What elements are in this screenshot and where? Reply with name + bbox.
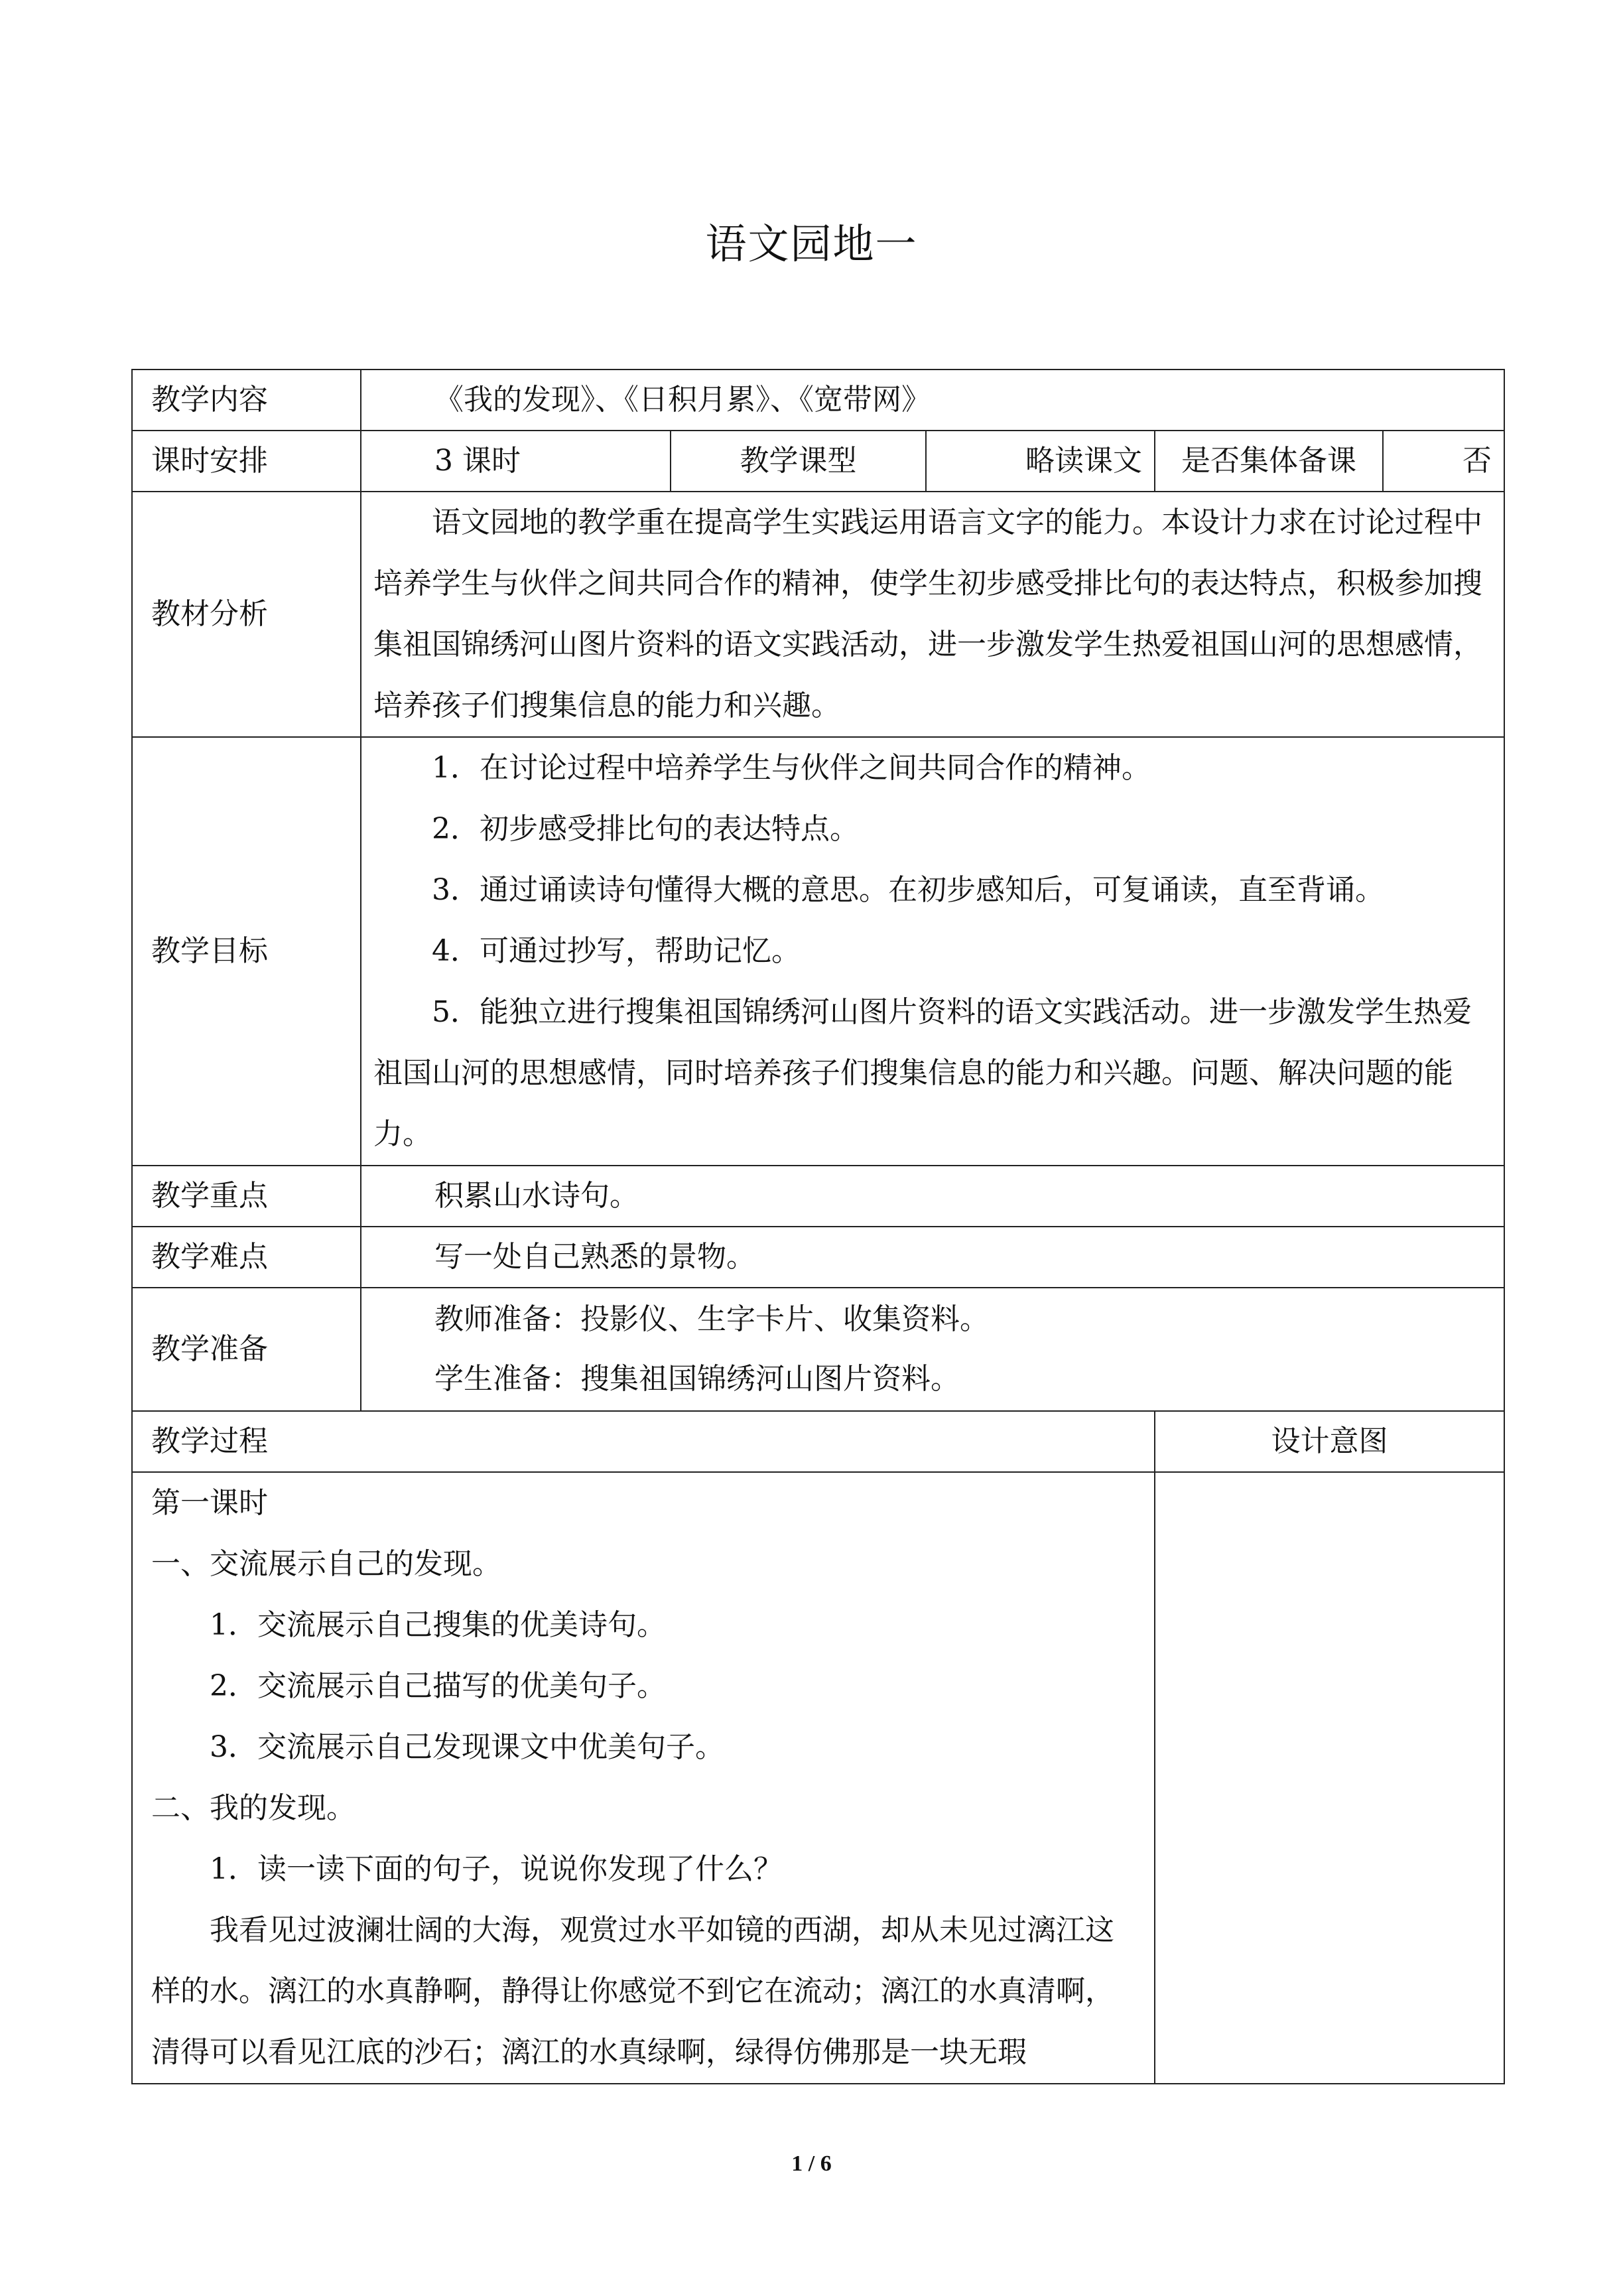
type-label: 教学课型 — [671, 431, 926, 492]
passage-text: 我看见过波澜壮阔的大海，观赏过水平如镜的西湖，却从未见过漓江这样的水。漓江的水真静啊，静得让你感觉不到它在流动；漓江的水真清啊，清得可以看见江底的沙石；漓江的水真绿啊，绿得仿佛那是一块无瑕 — [151, 1913, 1114, 2069]
process-cell — [132, 1472, 1155, 2084]
collective-value: 否 — [1383, 431, 1504, 492]
row-difficulty — [132, 1227, 1504, 1288]
lesson-plan-table — [131, 369, 1505, 2084]
row-schedule — [132, 431, 1504, 492]
analysis-label: 教材分析 — [132, 492, 361, 737]
row-process-header — [132, 1411, 1504, 1472]
prep-cell — [361, 1288, 1504, 1411]
process-label: 教学过程 — [132, 1411, 1155, 1472]
goal-item: 4．可通过抄写，帮助记忆。 — [432, 934, 801, 968]
row-goals — [132, 737, 1504, 1166]
row-key — [132, 1166, 1504, 1227]
intent-label: 设计意图 — [1155, 1411, 1504, 1472]
goal-item: 5．能独立进行搜集祖国锦绣河山图片资料的语文实践活动。进一步激发学生热爱祖国山河的思想感情，同时培养孩子们搜集信息的能力和兴趣。问题、解决问题的能力。 — [373, 995, 1472, 1151]
page-number: 1 / 6 — [791, 2151, 832, 2176]
prep-student: 学生准备：搜集祖国锦绣河山图片资料。 — [434, 1362, 960, 1396]
lesson-heading: 第一课时 — [151, 1486, 268, 1520]
section-heading: 一、交流展示自己的发现。 — [151, 1547, 501, 1581]
difficulty-value: 写一处自己熟悉的景物。 — [361, 1227, 1504, 1288]
row-prep — [132, 1288, 1504, 1411]
content-value: 《我的发现》、《日积月累》、《宽带网》 — [361, 370, 1504, 431]
schedule-label: 课时安排 — [132, 431, 361, 492]
goal-item: 3．通过诵读诗句懂得大概的意思。在初步感知后，可复诵读，直至背诵。 — [432, 873, 1384, 907]
analysis-text: 语文园地的教学重在提高学生实践运用语言文字的能力。本设计力求在讨论过程中培养学生与伙伴之间共同合作的精神，使学生初步感受排比句的表达特点，积极参加搜集祖国锦绣河山图片资料的语文实践活动，进一步激发学生热爱祖国山河的思想感情，培养孩子们搜集信息的能力和兴趣。 — [373, 506, 1482, 722]
analysis-cell — [361, 492, 1504, 737]
process-item: 1．读一读下面的句子，说说你发现了什么？ — [210, 1852, 783, 1886]
row-process-body — [132, 1472, 1504, 2084]
key-label: 教学重点 — [132, 1166, 361, 1227]
collective-label: 是否集体备课 — [1155, 431, 1383, 492]
prep-teacher: 教师准备：投影仪、生字卡片、收集资料。 — [434, 1302, 989, 1336]
prep-label: 教学准备 — [132, 1288, 361, 1411]
type-value: 略读课文 — [926, 431, 1155, 492]
key-value: 积累山水诗句。 — [361, 1166, 1504, 1227]
goal-item: 2．初步感受排比句的表达特点。 — [432, 812, 859, 846]
process-item: 2．交流展示自己描写的优美句子。 — [210, 1669, 666, 1703]
goal-item: 1．在讨论过程中培养学生与伙伴之间共同合作的精神。 — [432, 751, 1151, 785]
intent-cell — [1155, 1472, 1504, 2084]
content-label: 教学内容 — [132, 370, 361, 431]
goals-label: 教学目标 — [132, 737, 361, 1166]
row-analysis — [132, 492, 1504, 737]
schedule-value: 3 课时 — [361, 431, 671, 492]
goals-cell — [361, 737, 1504, 1166]
process-item: 1．交流展示自己搜集的优美诗句。 — [210, 1608, 666, 1642]
row-content — [132, 370, 1504, 431]
difficulty-label: 教学难点 — [132, 1227, 361, 1288]
section-heading: 二、我的发现。 — [151, 1791, 356, 1825]
process-item: 3．交流展示自己发现课文中优美句子。 — [210, 1730, 724, 1764]
document-title: 语文园地一 — [705, 220, 918, 268]
